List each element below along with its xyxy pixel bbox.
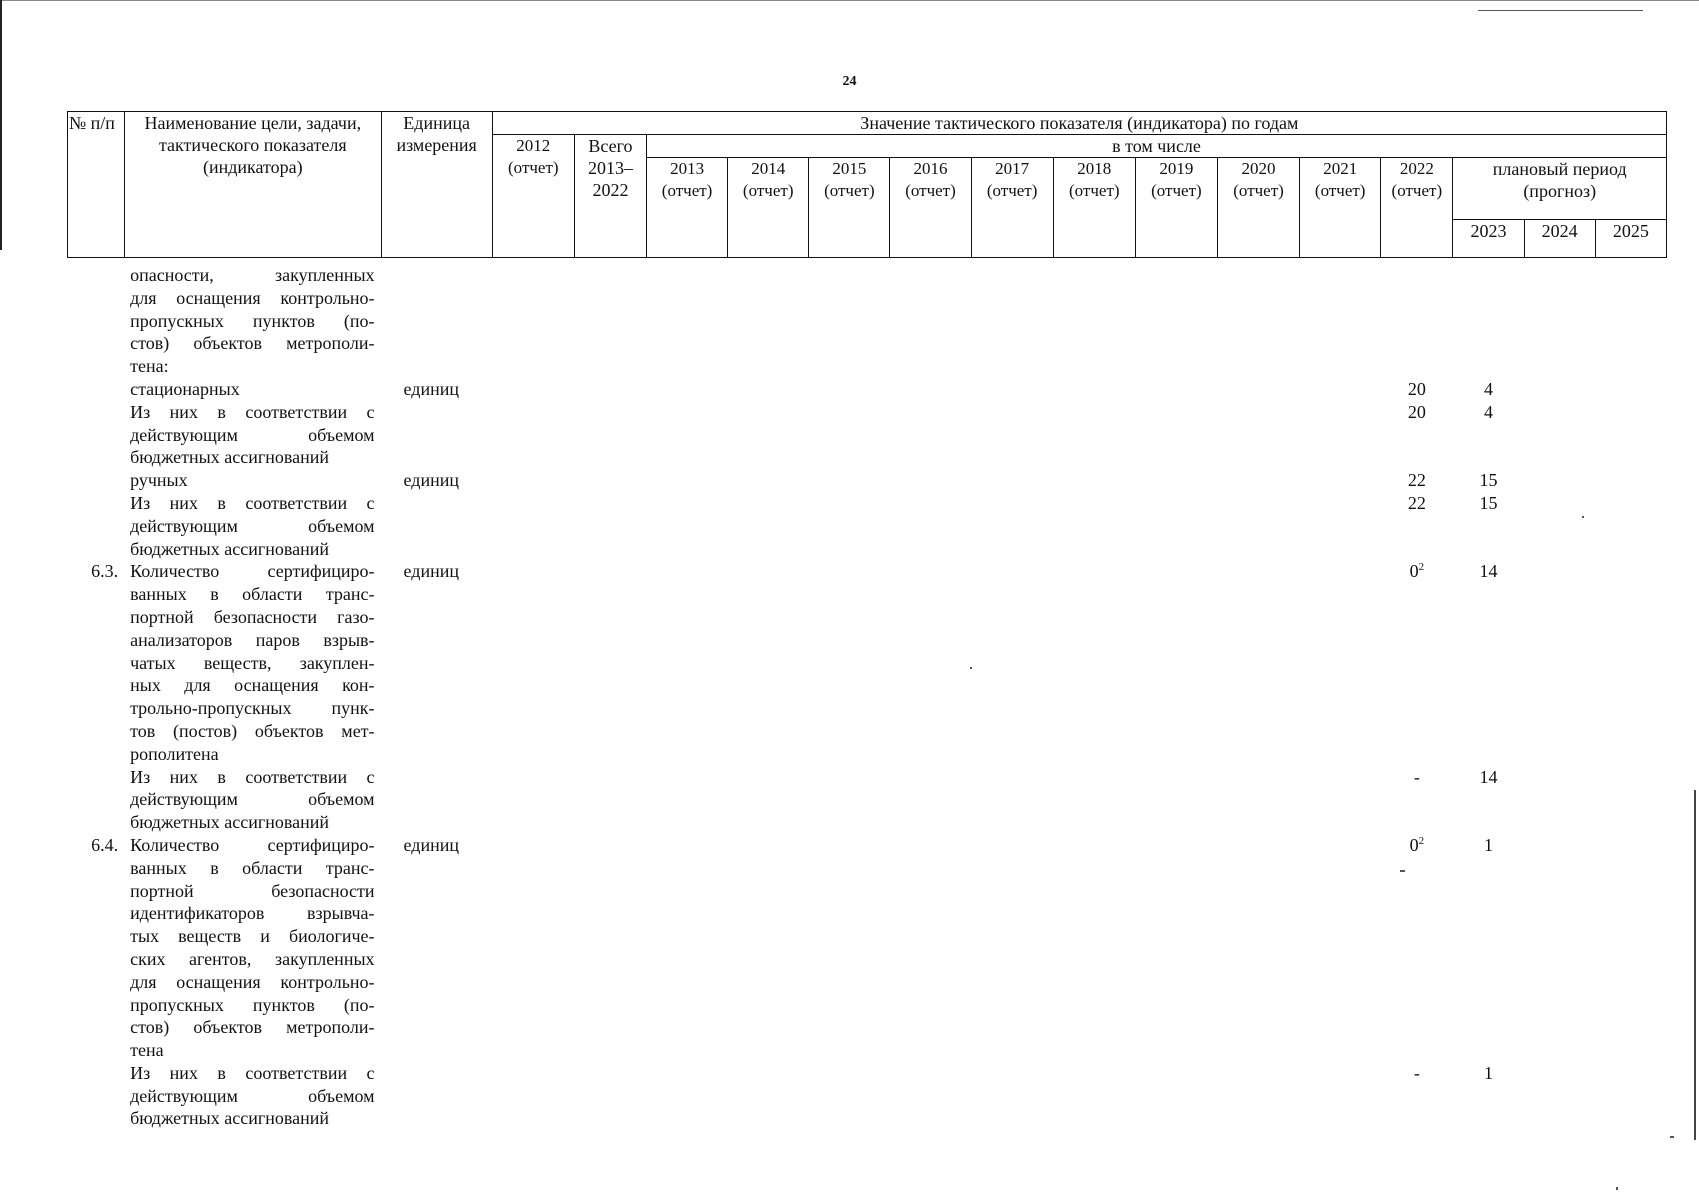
value-cell xyxy=(647,1062,728,1130)
table-row xyxy=(68,469,1667,492)
value-cell xyxy=(1053,401,1135,469)
row-name-line: опасности, закупленных xyxy=(130,265,375,285)
row-name-line: рополитена xyxy=(130,743,219,764)
value-cell xyxy=(574,469,646,492)
value-cell xyxy=(1524,469,1595,492)
value-2022-text: 22 xyxy=(1407,492,1426,513)
row-name-line: стационарных xyxy=(130,378,240,399)
value-2022-text: 0 xyxy=(1409,561,1419,582)
value-cell xyxy=(728,401,809,469)
value-2023: 14 xyxy=(1479,561,1498,582)
header-year-2019 xyxy=(1135,158,1217,258)
value-cell xyxy=(1053,492,1135,560)
row-name-line: действующим объемом xyxy=(130,424,375,445)
value-cell xyxy=(1053,766,1135,834)
table-row xyxy=(68,834,1667,1062)
value-cell xyxy=(1300,378,1381,401)
value-cell xyxy=(1595,264,1666,378)
footnote-ref: 2 xyxy=(1418,561,1425,574)
header-no: № п/п xyxy=(68,112,125,258)
value-2023: 4 xyxy=(1483,378,1493,399)
row-name-line: для оснащения контрольно- xyxy=(130,287,375,308)
value-2022 xyxy=(1381,401,1453,469)
value-cell xyxy=(728,834,809,1062)
value-cell xyxy=(1524,401,1595,469)
row-unit xyxy=(381,401,492,469)
value-cell xyxy=(492,401,574,469)
year-note: (отчет) xyxy=(1151,181,1202,200)
value-cell xyxy=(492,1062,574,1130)
header-total: Всего 2013–2022 xyxy=(574,135,646,258)
value-cell xyxy=(1524,834,1595,1062)
value-2022-text: 20 xyxy=(1407,401,1426,422)
year-note: (отчет) xyxy=(1068,181,1120,200)
value-2022 xyxy=(1381,469,1453,492)
row-name xyxy=(125,492,381,560)
value-2022 xyxy=(1381,492,1453,560)
value-cell xyxy=(890,469,971,492)
value-2022 xyxy=(1381,264,1453,378)
row-number xyxy=(68,1062,125,1130)
value-cell xyxy=(1135,766,1217,834)
value-cell xyxy=(1135,469,1217,492)
value-cell xyxy=(647,492,728,560)
value-cell xyxy=(647,378,728,401)
value-cell xyxy=(647,560,728,765)
table-row xyxy=(68,264,1667,378)
row-number: 6.3. xyxy=(91,561,119,582)
value-cell xyxy=(1053,1062,1135,1130)
table-row xyxy=(68,1062,1667,1130)
row-name-line: действующим объемом xyxy=(130,515,375,536)
value-cell xyxy=(1595,401,1666,469)
year-note: (отчет) xyxy=(1314,181,1366,200)
year-label: 2017 xyxy=(995,159,1030,178)
row-unit: единиц xyxy=(403,470,459,491)
scan-speck xyxy=(1582,516,1584,518)
row-name xyxy=(125,560,381,765)
value-cell xyxy=(1300,834,1381,1062)
value-cell xyxy=(890,401,971,469)
row-name-line: бюджетных ассигнований xyxy=(130,447,329,468)
value-cell xyxy=(1053,834,1135,1062)
year-label: 2022 xyxy=(1399,159,1434,178)
row-name-line: ванных в области транс- xyxy=(130,857,375,878)
value-2023: 15 xyxy=(1479,470,1498,491)
value-cell xyxy=(971,492,1053,560)
value-cell xyxy=(809,834,890,1062)
row-name-line: Количество сертифициро- xyxy=(130,834,375,855)
value-cell xyxy=(971,560,1053,765)
table-header xyxy=(68,112,1667,258)
year-label: 2021 xyxy=(1323,159,1358,178)
value-cell xyxy=(809,264,890,378)
value-cell xyxy=(1217,378,1299,401)
row-name-line: Из них в соответствии с xyxy=(130,1062,375,1083)
value-cell xyxy=(728,766,809,834)
row-name-line: ванных в области транс- xyxy=(130,584,375,605)
value-cell xyxy=(1300,401,1381,469)
value-cell xyxy=(890,1062,971,1130)
value-cell xyxy=(809,766,890,834)
table-row xyxy=(68,492,1667,560)
value-cell xyxy=(1524,378,1595,401)
header-plan-2023: 2023 xyxy=(1453,220,1524,258)
value-cell xyxy=(1053,469,1135,492)
scan-speck xyxy=(1400,870,1405,872)
value-2022-text: 0 xyxy=(1409,834,1419,855)
header-plan-2024: 2024 xyxy=(1524,220,1595,258)
value-cell xyxy=(1217,469,1299,492)
value-cell xyxy=(728,492,809,560)
value-2023: 4 xyxy=(1483,401,1493,422)
value-cell xyxy=(1524,766,1595,834)
row-name xyxy=(125,766,381,834)
header-2012-note: (отчет) xyxy=(508,158,559,177)
value-cell xyxy=(890,560,971,765)
row-number: 6.4. xyxy=(91,834,119,855)
value-cell xyxy=(574,834,646,1062)
year-label: 2014 xyxy=(751,159,786,178)
row-number xyxy=(68,264,125,378)
row-name-line: Из них в соответствии с xyxy=(130,401,375,422)
header-unit: Единица измерения xyxy=(381,112,492,258)
value-2022 xyxy=(1381,1062,1453,1130)
value-2023: 15 xyxy=(1479,492,1498,513)
value-cell xyxy=(647,469,728,492)
value-cell xyxy=(728,264,809,378)
scan-edge-left xyxy=(0,0,2,250)
header-plan: плановый период (прогноз) xyxy=(1453,158,1667,220)
value-cell xyxy=(1300,766,1381,834)
row-name xyxy=(125,264,381,378)
scan-edge-top xyxy=(0,0,1699,1)
row-unit: единиц xyxy=(403,834,459,855)
row-name-line: трольно-пропускных пунк- xyxy=(130,698,375,719)
table-row xyxy=(68,401,1667,469)
value-cell xyxy=(574,492,646,560)
row-number xyxy=(68,469,125,492)
value-cell xyxy=(574,378,646,401)
value-cell xyxy=(1135,1062,1217,1130)
value-cell xyxy=(1300,560,1381,765)
value-cell xyxy=(1135,560,1217,765)
value-2022 xyxy=(1381,560,1453,765)
header-year-2016 xyxy=(890,158,971,258)
row-number xyxy=(68,766,125,834)
value-cell xyxy=(1135,378,1217,401)
row-name-line: пропускных пунктов (по- xyxy=(130,310,375,331)
value-cell xyxy=(574,560,646,765)
row-name-line: тена xyxy=(130,1040,164,1061)
header-values: Значение тактического показателя (индикатора) по годам xyxy=(492,112,1666,135)
footnote-ref: 2 xyxy=(1418,834,1425,847)
row-unit xyxy=(381,766,492,834)
value-cell xyxy=(1300,264,1381,378)
scan-speck xyxy=(1616,1187,1618,1190)
value-2022 xyxy=(1381,834,1453,1062)
value-cell xyxy=(971,834,1053,1062)
table-body xyxy=(68,258,1667,1131)
row-number xyxy=(68,401,125,469)
value-2022-text: - xyxy=(1413,766,1420,787)
value-cell xyxy=(647,401,728,469)
scan-speck xyxy=(1670,1136,1674,1138)
scan-speck xyxy=(970,667,972,669)
value-cell xyxy=(492,834,574,1062)
value-cell xyxy=(728,1062,809,1130)
year-note: (отчет) xyxy=(824,181,875,200)
value-cell xyxy=(971,401,1053,469)
value-cell xyxy=(890,834,971,1062)
row-name-line: портной безопасности xyxy=(130,880,375,901)
header-plan-2025: 2025 xyxy=(1595,220,1666,258)
value-cell xyxy=(1595,834,1666,1062)
value-2022 xyxy=(1381,378,1453,401)
value-cell xyxy=(647,766,728,834)
value-cell xyxy=(492,469,574,492)
row-name-line: действующим объемом xyxy=(130,1085,375,1106)
year-label: 2018 xyxy=(1077,159,1112,178)
header-including: в том числе xyxy=(647,135,1667,158)
row-name-line: тов (постов) объектов мет- xyxy=(130,720,375,741)
row-unit xyxy=(381,492,492,560)
row-name-line: идентификаторов взрывча- xyxy=(130,903,375,924)
value-cell xyxy=(574,766,646,834)
year-note: (отчет) xyxy=(742,181,794,200)
value-cell xyxy=(1595,1062,1666,1130)
value-cell xyxy=(492,766,574,834)
value-cell xyxy=(1524,560,1595,765)
header-name: Наименование цели, задачи, тактического показателя (индикатора) xyxy=(125,112,381,258)
value-cell xyxy=(971,264,1053,378)
value-cell xyxy=(574,401,646,469)
value-cell xyxy=(492,492,574,560)
value-cell xyxy=(809,469,890,492)
value-cell xyxy=(492,378,574,401)
value-cell xyxy=(1524,1062,1595,1130)
value-cell xyxy=(1595,378,1666,401)
value-cell xyxy=(971,766,1053,834)
value-cell xyxy=(971,469,1053,492)
scan-edge-right xyxy=(1694,790,1696,1140)
row-name-line: Из них в соответствии с xyxy=(130,492,375,513)
year-note: (отчет) xyxy=(905,181,956,200)
value-cell xyxy=(890,378,971,401)
row-name-line: пропускных пунктов (по- xyxy=(130,994,375,1015)
row-name-line: для оснащения контрольно- xyxy=(130,971,375,992)
value-cell xyxy=(492,264,574,378)
row-number xyxy=(68,492,125,560)
value-cell xyxy=(1217,1062,1299,1130)
row-name-line: анализаторов паров взрыв- xyxy=(130,629,375,650)
value-2023: 1 xyxy=(1483,834,1493,855)
value-cell xyxy=(647,264,728,378)
value-2023 xyxy=(1453,264,1524,378)
header-2012-year: 2012 xyxy=(516,136,551,155)
header-year-2014 xyxy=(728,158,809,258)
value-2022-text: 22 xyxy=(1407,470,1426,491)
year-note: (отчет) xyxy=(986,181,1038,200)
row-name-line: ных для оснащения кон- xyxy=(130,675,375,696)
row-name-line: бюджетных ассигнований xyxy=(130,1108,329,1129)
value-cell xyxy=(1595,560,1666,765)
page-number: 24 xyxy=(842,74,857,89)
row-number xyxy=(68,378,125,401)
value-cell xyxy=(1595,469,1666,492)
header-year-2022 xyxy=(1381,158,1453,258)
value-cell xyxy=(1053,560,1135,765)
value-cell xyxy=(1300,469,1381,492)
value-cell xyxy=(1135,492,1217,560)
row-name-line: Из них в соответствии с xyxy=(130,766,375,787)
header-year-2013 xyxy=(647,158,728,258)
value-cell xyxy=(890,492,971,560)
header-year-2021 xyxy=(1300,158,1381,258)
table-row xyxy=(68,560,1667,765)
value-cell xyxy=(809,401,890,469)
value-cell xyxy=(1135,401,1217,469)
value-cell xyxy=(809,378,890,401)
value-cell xyxy=(1524,492,1595,560)
value-cell xyxy=(1217,401,1299,469)
value-cell xyxy=(809,492,890,560)
year-label: 2016 xyxy=(913,159,948,178)
year-note: (отчет) xyxy=(1391,181,1443,200)
row-name-line: бюджетных ассигнований xyxy=(130,812,329,833)
value-cell xyxy=(1595,766,1666,834)
row-name-line: тых веществ и биологиче- xyxy=(130,926,375,947)
row-name xyxy=(125,401,381,469)
year-note: (отчет) xyxy=(661,181,713,200)
value-cell xyxy=(971,378,1053,401)
row-name-line: тена: xyxy=(130,356,169,377)
row-unit xyxy=(381,1062,492,1130)
year-label: 2019 xyxy=(1159,159,1194,178)
row-name-line: портной безопасности газо- xyxy=(130,606,375,627)
header-year-2018 xyxy=(1053,158,1135,258)
value-cell xyxy=(1595,492,1666,560)
row-unit: единиц xyxy=(403,561,459,582)
year-note: (отчет) xyxy=(1233,181,1284,200)
value-cell xyxy=(728,560,809,765)
value-2023: 1 xyxy=(1483,1062,1493,1083)
row-name-line: ских агентов, закупленных xyxy=(130,948,375,969)
value-cell xyxy=(492,560,574,765)
value-cell xyxy=(728,378,809,401)
row-name-line: бюджетных ассигнований xyxy=(130,538,329,559)
value-cell xyxy=(647,834,728,1062)
value-cell xyxy=(1217,560,1299,765)
value-cell xyxy=(1300,492,1381,560)
value-cell xyxy=(1524,264,1595,378)
value-cell xyxy=(574,264,646,378)
row-name-line: Количество сертифициро- xyxy=(130,561,375,582)
row-name-line: стов) объектов метрополи- xyxy=(130,333,375,354)
row-name xyxy=(125,1062,381,1130)
row-name-line: действующим объемом xyxy=(130,789,375,810)
row-name xyxy=(125,834,381,1062)
value-cell xyxy=(890,264,971,378)
value-2022-text: - xyxy=(1413,1062,1420,1083)
scan-mark-top-right xyxy=(1478,10,1643,11)
header-year-2020 xyxy=(1217,158,1299,258)
value-cell xyxy=(890,766,971,834)
value-cell xyxy=(1217,264,1299,378)
indicators-table xyxy=(67,111,1667,1130)
value-2023: 14 xyxy=(1479,766,1498,787)
year-label: 2013 xyxy=(670,159,705,178)
value-cell xyxy=(809,1062,890,1130)
row-name-line: ручных xyxy=(130,470,188,491)
value-cell xyxy=(1135,834,1217,1062)
table-row xyxy=(68,766,1667,834)
table-row xyxy=(68,378,1667,401)
value-cell xyxy=(809,560,890,765)
row-name-line: стов) объектов метрополи- xyxy=(130,1017,375,1038)
value-2022-text: 20 xyxy=(1407,378,1426,399)
value-cell xyxy=(971,1062,1053,1130)
value-cell xyxy=(1300,1062,1381,1130)
value-cell xyxy=(1217,834,1299,1062)
header-year-2015 xyxy=(809,158,890,258)
row-name-line: чатых веществ, закуплен- xyxy=(130,652,375,673)
value-cell xyxy=(1053,264,1135,378)
row-unit: единиц xyxy=(403,378,459,399)
row-name xyxy=(125,469,381,492)
value-cell xyxy=(1053,378,1135,401)
header-year-2017 xyxy=(971,158,1053,258)
header-2012 xyxy=(492,135,574,258)
value-2022 xyxy=(1381,766,1453,834)
row-name xyxy=(125,378,381,401)
value-cell xyxy=(574,1062,646,1130)
year-label: 2020 xyxy=(1241,159,1276,178)
value-cell xyxy=(1217,492,1299,560)
row-unit xyxy=(381,264,492,378)
value-cell xyxy=(1135,264,1217,378)
value-cell xyxy=(728,469,809,492)
value-cell xyxy=(1217,766,1299,834)
year-label: 2015 xyxy=(832,159,867,178)
